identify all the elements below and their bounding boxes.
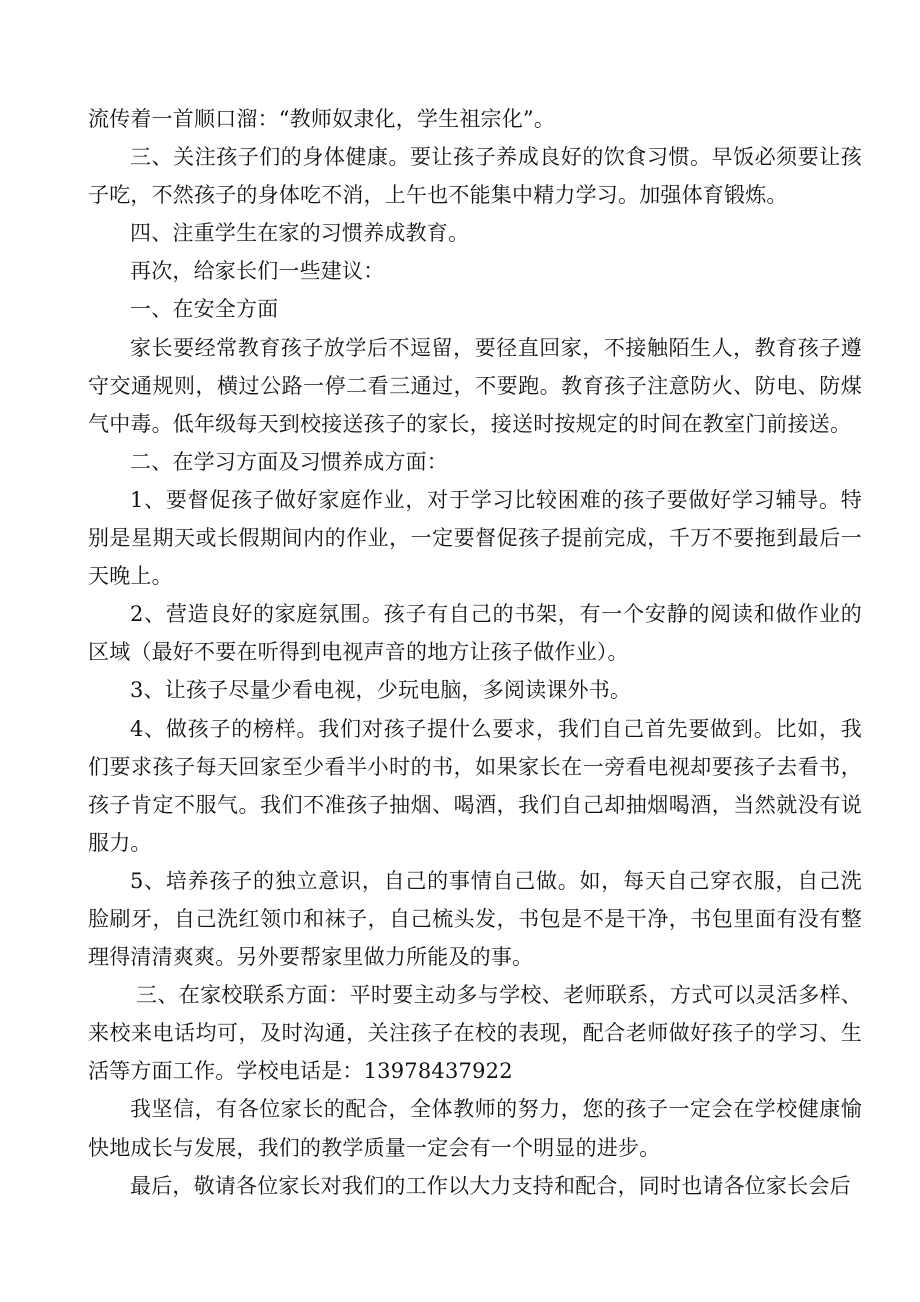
paragraph-health: 三、关注孩子们的身体健康。要让孩子养成良好的饮食习惯。早饭必须要让孩子吃，不然孩子的身体吃不消，上午也不能集中精力学习。加强体育锻炼。 [88,145,862,208]
paragraph-study-1: 1、要督促孩子做好家庭作业，对于学习比较困难的孩子要做好学习辅导。特别是星期天或长假期间内的作业，一定要督促孩子提前完成，千万不要拖到最后一天晚上。 [88,487,862,589]
paragraph-study-5: 5、培养孩子的独立意识，自己的事情自己做。如，每天自己穿衣服，自己洗脸刷牙，自己洗红领巾和袜子，自己梳头发，书包是不是干净，书包里面有没有整理得清清爽爽。另外要帮家里做力所能及的事。 [88,868,862,970]
paragraph-belief: 我坚信，有各位家长的配合，全体教师的努力，您的孩子一定会在学校健康愉快地成长与发展，我们的教学质量一定会有一个明显的进步。 [88,1097,862,1160]
heading-study: 二、在学习方面及习惯养成方面： [130,449,448,474]
paragraph-habits: 四、注重学生在家的习惯养成教育。 [130,221,470,246]
paragraph-study-4: 4、做孩子的榜样。我们对孩子提什么要求，我们自己首先要做到。比如，我们要求孩子每天回家至少看半小时的书，如果家长在一旁看电视却要孩子去看书，孩子肯定不服气。我们不准孩子抽烟、喝酒，我们自己却抽烟喝酒，当然就没有说服力。 [88,716,862,855]
paragraph-slogan: 流传着一首顺口溜：“教师奴隶化，学生祖宗化”。 [88,107,556,131]
paragraph-study-3: 3、让孩子尽量少看电视，少玩电脑，多阅读课外书。 [130,678,632,703]
heading-safety: 一、在安全方面 [130,297,279,322]
paragraph-closing: 最后，敬请各位家长对我们的工作以大力支持和配合，同时也请各位家长会后 [130,1173,851,1198]
paragraph-safety: 家长要经常教育孩子放学后不逗留，要径直回家，不接触陌生人，教育孩子遵守交通规则，横过公路一停二看三通过，不要跑。教育孩子注意防火、防电、防煤气中毒。低年级每天到校接送孩子的家长，接送时按规定的时间在教室门前接送。 [88,335,862,436]
paragraph-suggestions-intro: 再次，给家长们一些建议： [130,259,385,284]
paragraph-home-school: 三、在家校联系方面：平时要主动多与学校、老师联系，方式可以灵活多样、来校来电话均可，及时沟通，关注孩子在校的表现，配合老师做好孩子的学习、生活等方面工作。学校电话是：13978437922 [88,983,862,1084]
paragraph-study-2: 2、营造良好的家庭氛围。孩子有自己的书架，有一个安静的阅读和做作业的区域（最好不要在听得到电视声音的地方让孩子做作业）。 [88,602,862,665]
